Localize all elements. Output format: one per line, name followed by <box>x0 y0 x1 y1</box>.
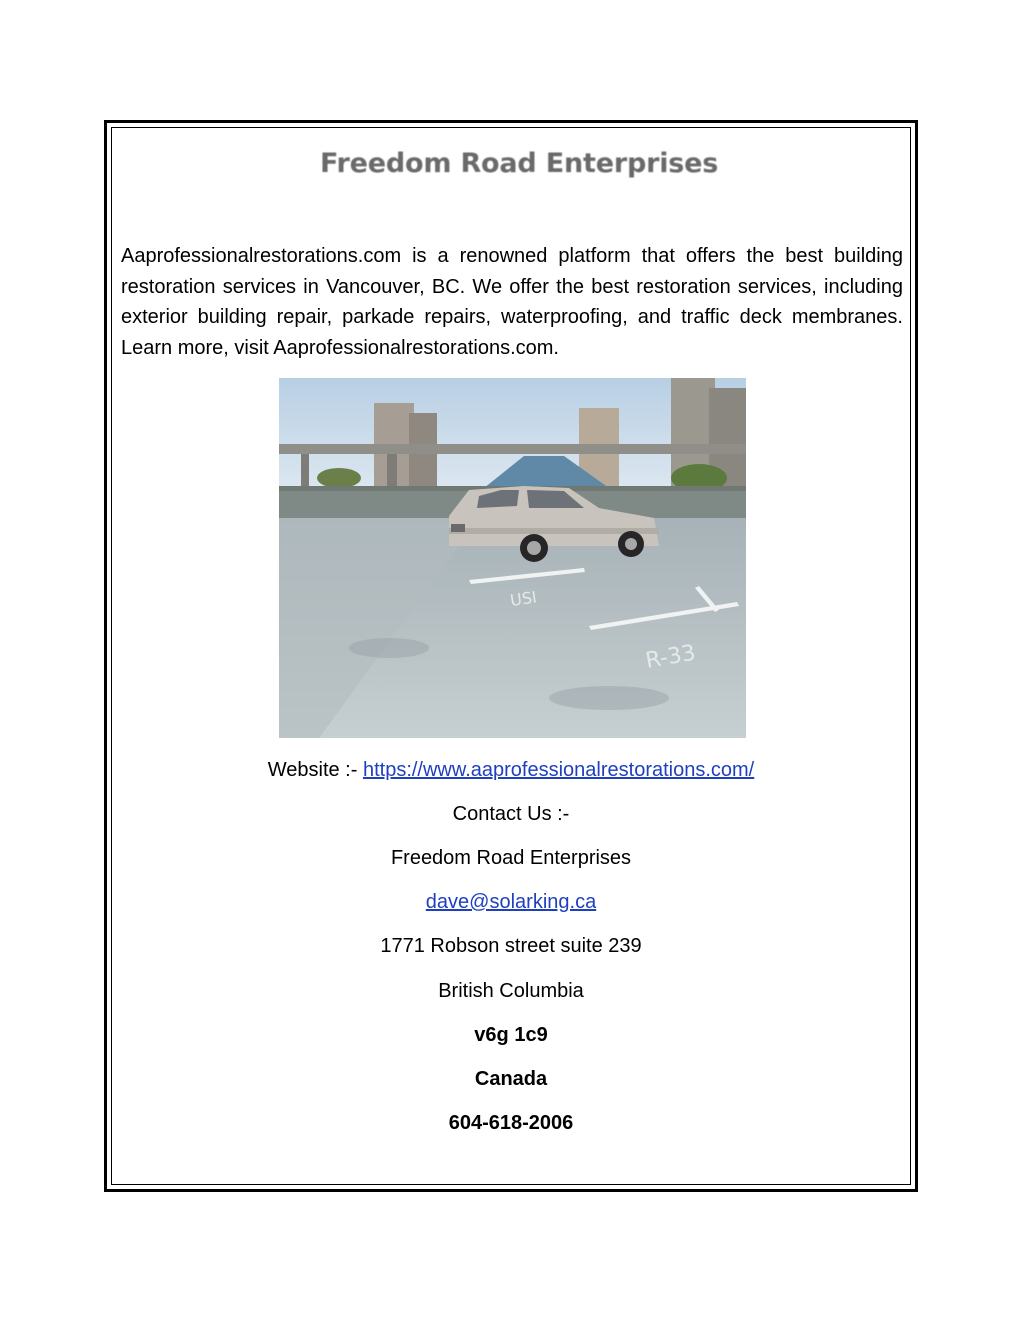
contact-phone: 604-618-2006 <box>448 1112 574 1134</box>
intro-paragraph: Aaprofessionalrestorations.com is a renowned platform that offers the best building restoration services in Vancouver, BC. We offer the best restoration services, including exterior building repair, parkade repairs, waterproofing, and traffic deck membranes. Learn more, visit Aaprofessionalrestorations.com. <box>121 245 903 359</box>
contact-street: 1771 Robson street suite 239 <box>380 935 642 957</box>
contact-email-line <box>104 889 918 915</box>
parkade-photo <box>279 378 746 738</box>
email-link[interactable]: dave@solarking.ca <box>425 891 597 913</box>
website-link[interactable]: https://www.aaprofessionalrestorations.com/ <box>362 759 755 781</box>
stall-marking-text: USI <box>508 587 538 610</box>
stall-marking-text: R-33 <box>643 640 698 674</box>
contact-country: Canada <box>474 1068 548 1090</box>
contact-province: British Columbia <box>438 980 584 1002</box>
website-label: Website :- <box>267 759 363 781</box>
company-logo: Freedom Road Enterprises <box>320 148 719 179</box>
website-line <box>104 757 918 783</box>
contact-postal: v6g 1c9 <box>474 1024 548 1046</box>
contact-company: Freedom Road Enterprises <box>390 847 632 869</box>
contact-heading: Contact Us :- <box>452 803 570 825</box>
